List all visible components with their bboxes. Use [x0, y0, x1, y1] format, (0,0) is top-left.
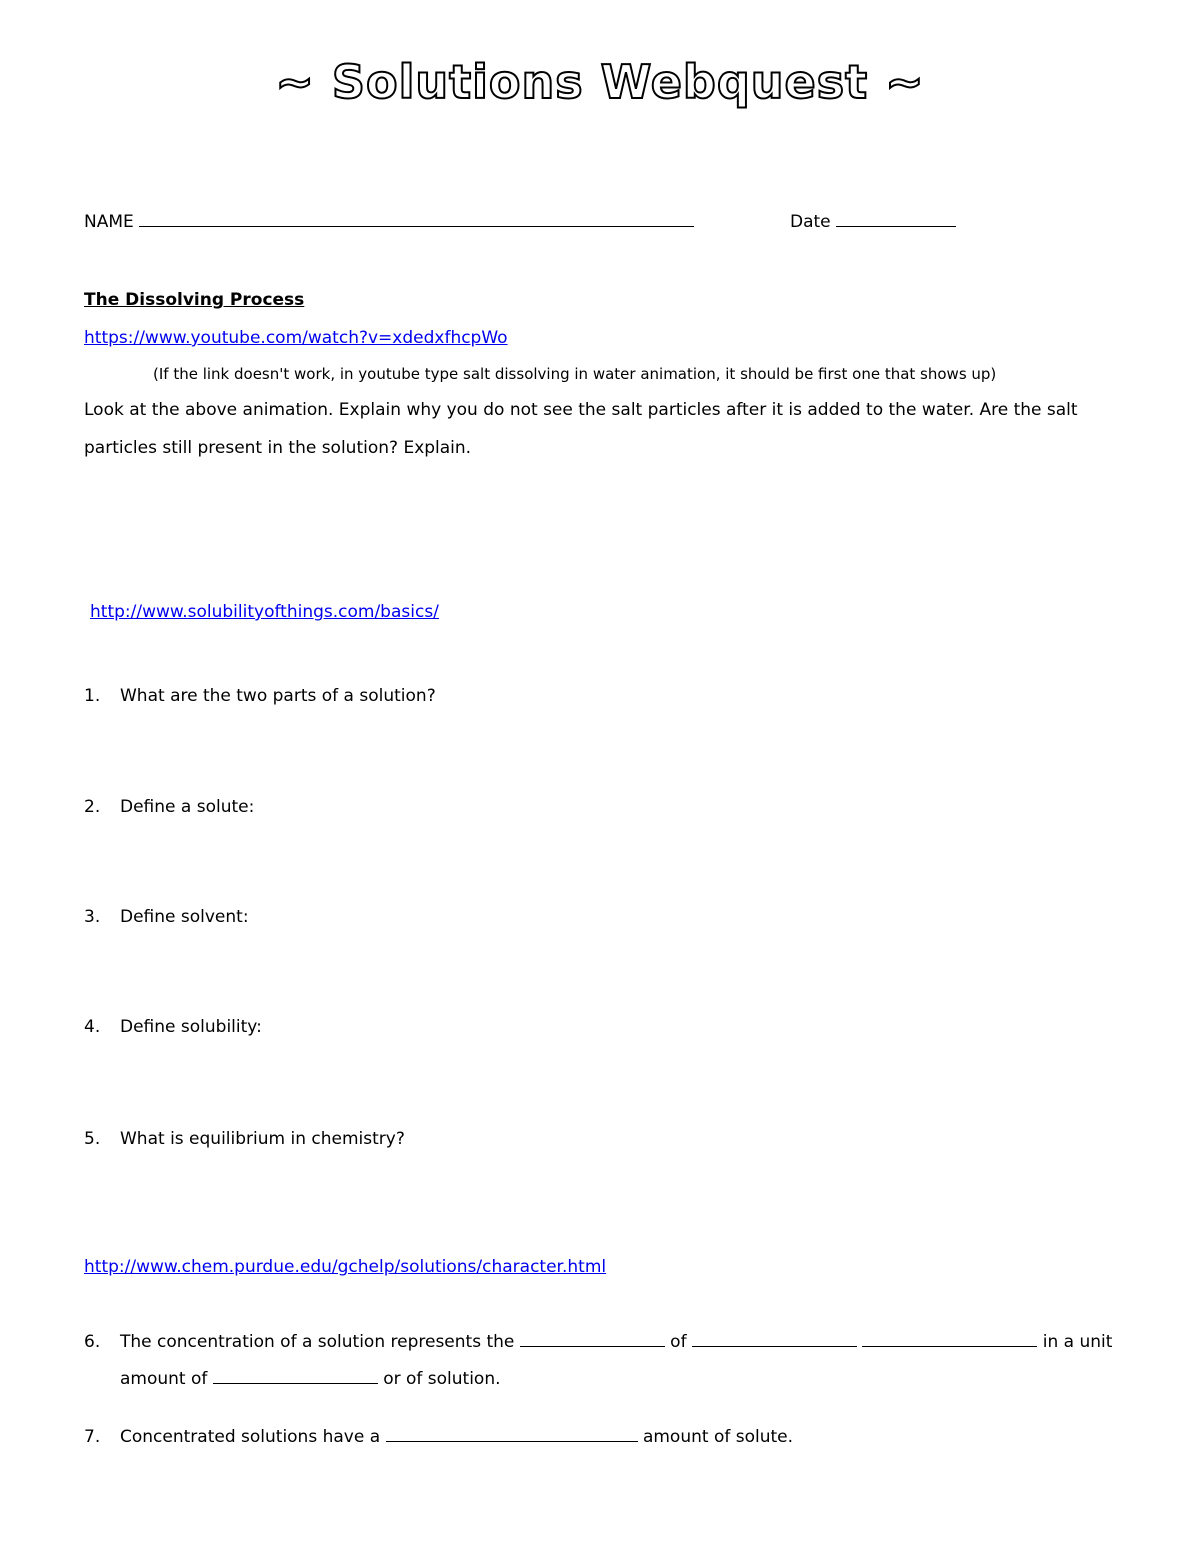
solubility-link[interactable]: http://www.solubilityofthings.com/basics/	[90, 602, 439, 622]
page-title: ~ Solutions Webquest ~	[275, 55, 925, 109]
answer-blank[interactable]	[386, 1425, 638, 1442]
section-heading-dissolving: The Dissolving Process	[84, 290, 305, 310]
animation-question-line1: Look at the above animation. Explain why you do not see the salt particles after it is added to the water. Are the salt	[84, 400, 1078, 420]
question-3	[84, 907, 249, 927]
question-number: 7.	[84, 1427, 101, 1447]
question-number: 6.	[84, 1332, 101, 1352]
question-number: 2.	[84, 797, 101, 817]
animation-question-line2: particles still present in the solution? Explain.	[84, 438, 472, 458]
question-text: Concentrated solutions have a	[120, 1427, 381, 1447]
question-1	[84, 686, 436, 706]
date-blank[interactable]	[836, 210, 956, 227]
answer-blank[interactable]	[213, 1367, 378, 1384]
question-4	[84, 1017, 262, 1037]
question-text: or of solution.	[383, 1369, 501, 1389]
date-label: Date	[790, 212, 831, 232]
question-6-line2	[120, 1367, 501, 1389]
name-row	[84, 210, 694, 232]
question-2	[84, 797, 254, 817]
name-label: NAME	[84, 212, 134, 232]
question-6-line1	[84, 1330, 1112, 1352]
link-note: (If the link doesn't work, in youtube type salt dissolving in water animation, it should be first one that shows up)	[153, 365, 997, 383]
answer-blank[interactable]	[520, 1330, 665, 1347]
question-number: 4.	[84, 1017, 101, 1037]
question-7	[84, 1425, 793, 1447]
answer-blank[interactable]	[862, 1330, 1037, 1347]
question-text: What are the two parts of a solution?	[120, 686, 436, 706]
answer-blank[interactable]	[692, 1330, 857, 1347]
question-text: The concentration of a solution represents the	[120, 1332, 515, 1352]
question-text: What is equilibrium in chemistry?	[120, 1129, 405, 1149]
question-number: 1.	[84, 686, 101, 706]
question-number: 3.	[84, 907, 101, 927]
date-row	[790, 210, 956, 232]
question-text: Define solvent:	[120, 907, 249, 927]
question-text: Define solubility:	[120, 1017, 262, 1037]
question-number: 5.	[84, 1129, 101, 1149]
youtube-link[interactable]: https://www.youtube.com/watch?v=xdedxfhcpWo	[84, 328, 508, 348]
question-text: Define a solute:	[120, 797, 255, 817]
question-5	[84, 1129, 405, 1149]
name-blank[interactable]	[139, 210, 694, 227]
question-text: of	[670, 1332, 687, 1352]
question-text: amount of solute.	[642, 1427, 794, 1447]
purdue-link[interactable]: http://www.chem.purdue.edu/gchelp/solutions/character.html	[84, 1257, 607, 1277]
question-text: amount of	[120, 1369, 208, 1389]
question-text: in a unit	[1042, 1332, 1113, 1352]
